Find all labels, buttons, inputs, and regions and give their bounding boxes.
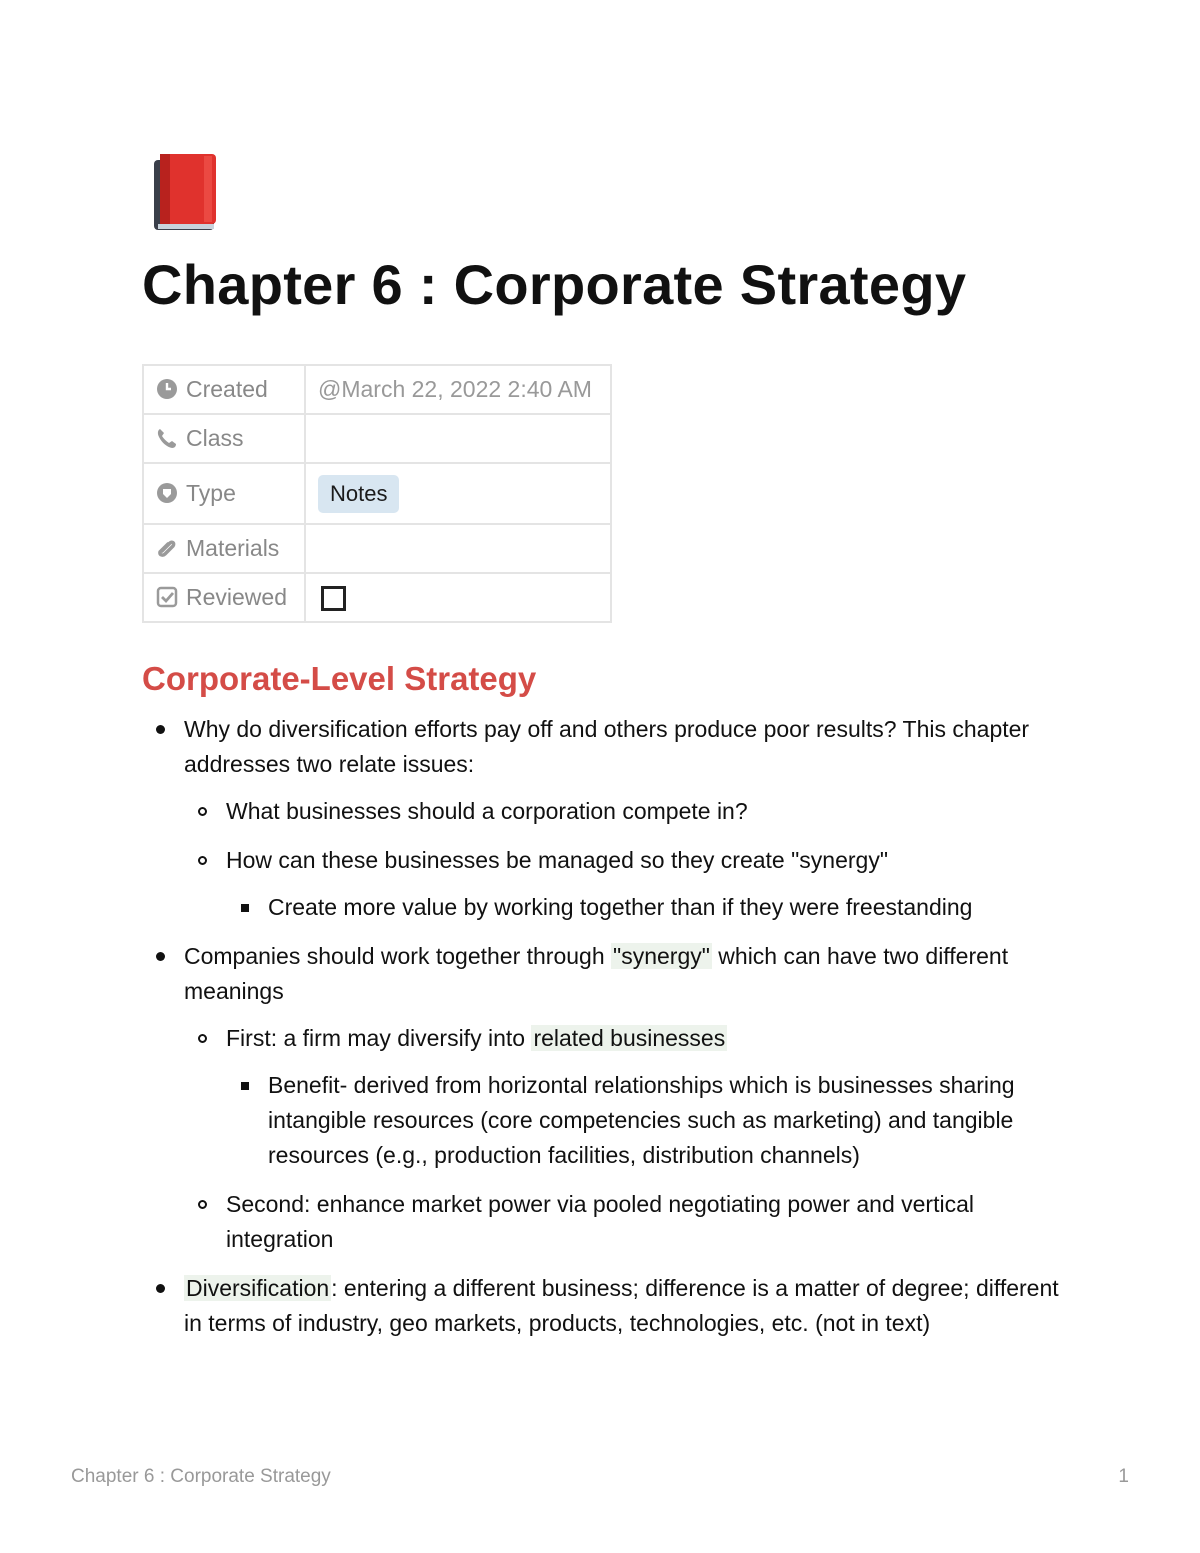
clock-icon bbox=[156, 378, 178, 400]
property-row-class bbox=[143, 414, 611, 463]
footer-title: Chapter 6 : Corporate Strategy bbox=[71, 1466, 331, 1487]
property-key bbox=[143, 524, 305, 573]
property-row-materials bbox=[143, 524, 611, 573]
bullet-ring bbox=[198, 1034, 207, 1043]
bullet-ring bbox=[198, 856, 207, 865]
list-item bbox=[184, 1187, 1082, 1257]
bullet-dot bbox=[156, 1284, 165, 1293]
property-key bbox=[143, 414, 305, 463]
page-title: Chapter 6 : Corporate Strategy bbox=[142, 253, 967, 316]
list-item-text: How can these businesses be managed so they create "synergy" bbox=[226, 847, 888, 873]
list-item bbox=[142, 1271, 1082, 1341]
property-key bbox=[143, 463, 305, 524]
list-item bbox=[142, 712, 1082, 925]
property-value-materials[interactable] bbox=[305, 524, 611, 573]
sub-sub-bullet-list bbox=[226, 890, 1082, 925]
bullet-dot bbox=[156, 725, 165, 734]
list-item-text: What businesses should a corporation compete in? bbox=[226, 798, 748, 824]
property-value-created[interactable]: @March 22, 2022 2:40 AM bbox=[305, 365, 611, 414]
red-book-icon bbox=[150, 152, 220, 232]
properties-table bbox=[142, 364, 612, 623]
property-key bbox=[143, 573, 305, 622]
property-value-class[interactable] bbox=[305, 414, 611, 463]
checkbox-icon bbox=[156, 586, 178, 608]
highlight-synergy: "synergy" bbox=[613, 943, 710, 969]
list-item-text: Create more value by working together than if they were freestanding bbox=[268, 894, 973, 920]
bullet-square bbox=[241, 1082, 249, 1090]
paperclip-icon bbox=[156, 537, 178, 559]
property-key bbox=[143, 365, 305, 414]
property-label-materials: Materials bbox=[186, 535, 280, 561]
list-item-text: Second: enhance market power via pooled negotiating power and vertical integration bbox=[226, 1191, 974, 1252]
list-item bbox=[226, 1068, 1082, 1173]
list-item-text: Why do diversification efforts pay off and others produce poor results? This chapter addresses two relate issues: bbox=[184, 716, 1030, 777]
bullet-ring bbox=[198, 1200, 207, 1209]
type-tag-notes[interactable]: Notes bbox=[318, 475, 399, 513]
bullet-square bbox=[241, 904, 249, 912]
list-item-text-pre: Companies should work together through bbox=[184, 943, 612, 969]
highlight-diversification: Diversification bbox=[186, 1275, 330, 1301]
list-item bbox=[226, 890, 1082, 925]
section-heading: Corporate-Level Strategy bbox=[142, 660, 537, 697]
list-item bbox=[184, 794, 1082, 829]
list-item bbox=[142, 939, 1082, 1257]
property-value-reviewed bbox=[305, 573, 611, 622]
bullet-ring bbox=[198, 807, 207, 816]
property-row-type bbox=[143, 463, 611, 524]
footer-page-number: 1 bbox=[1118, 1466, 1129, 1487]
property-row-created bbox=[143, 365, 611, 414]
sub-bullet-list bbox=[184, 794, 1082, 925]
list-item-text: Benefit- derived from horizontal relationships which is businesses sharing intangible resources (core competencies such as marketing) and tangible resources (e.g., production facilities, distribution channels) bbox=[268, 1072, 1015, 1168]
property-value-type[interactable] bbox=[305, 463, 611, 524]
bullet-dot bbox=[156, 952, 165, 961]
property-label-type: Type bbox=[186, 480, 236, 506]
list-item-text-post: which can have two different meanings bbox=[184, 943, 1009, 1004]
list-item-text-pre: First: a firm may diversify into bbox=[226, 1025, 532, 1051]
sub-sub-bullet-list bbox=[226, 1068, 1082, 1173]
sub-bullet-list bbox=[184, 1021, 1082, 1257]
list-item bbox=[184, 1021, 1082, 1173]
bullet-list bbox=[142, 712, 1082, 1341]
phone-icon bbox=[156, 427, 178, 449]
notes-body bbox=[142, 712, 1082, 1355]
reviewed-checkbox[interactable] bbox=[321, 586, 346, 611]
highlight-related-businesses: related businesses bbox=[533, 1025, 726, 1051]
list-item-text-post: : entering a different business; difference is a matter of degree; different in terms of industry, geo markets, products, technologies, etc. (not in text) bbox=[184, 1275, 1059, 1336]
property-row-reviewed bbox=[143, 573, 611, 622]
tag-circle-icon bbox=[156, 482, 178, 504]
list-item bbox=[184, 843, 1082, 925]
property-label-created: Created bbox=[186, 376, 268, 402]
property-label-reviewed: Reviewed bbox=[186, 584, 287, 610]
property-label-class: Class bbox=[186, 425, 244, 451]
